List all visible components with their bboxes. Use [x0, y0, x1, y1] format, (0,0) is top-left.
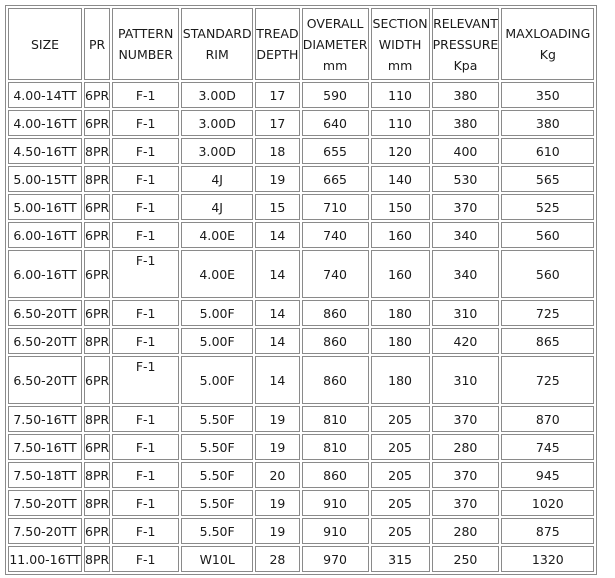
header-standard-rim	[181, 8, 253, 80]
table-row	[8, 546, 594, 572]
header-pr-line: PR	[88, 36, 106, 52]
cell-tread-depth: 17	[255, 110, 299, 136]
cell-tread-depth: 18	[255, 138, 299, 164]
cell-tread-depth: 19	[255, 490, 299, 516]
cell-size: 5.00-16TT	[8, 194, 82, 220]
cell-overall-diameter: 710	[302, 194, 369, 220]
cell-section-width: 160	[371, 222, 430, 248]
header-relevant-pressure-line: PRESSURE	[432, 36, 499, 52]
cell-tread-depth: 19	[255, 518, 299, 544]
cell-pattern-number: F-1	[112, 406, 179, 432]
cell-standard-rim: 3.00D	[181, 82, 253, 108]
tire-spec-table-container	[5, 5, 597, 575]
cell-pr: 6PR	[84, 356, 110, 404]
cell-size: 11.00-16TT	[8, 546, 82, 572]
table-row	[8, 356, 594, 404]
table-row	[8, 82, 594, 108]
cell-standard-rim: 3.00D	[181, 138, 253, 164]
header-tread-depth-line: TREAD	[256, 26, 299, 41]
cell-size: 6.00-16TT	[8, 222, 82, 248]
cell-section-width: 120	[371, 138, 430, 164]
cell-overall-diameter: 740	[302, 250, 369, 298]
cell-relevant-pressure: 530	[432, 166, 500, 192]
cell-tread-depth: 14	[255, 300, 299, 326]
cell-relevant-pressure: 420	[432, 328, 500, 354]
cell-pr: 8PR	[84, 546, 110, 572]
header-row	[8, 8, 594, 80]
cell-size: 7.50-16TT	[8, 434, 82, 460]
cell-section-width: 110	[371, 110, 430, 136]
header-section-width-line: WIDTH	[378, 36, 422, 52]
cell-relevant-pressure: 340	[432, 222, 500, 248]
cell-max-loading: 865	[501, 328, 594, 354]
cell-relevant-pressure: 310	[432, 300, 500, 326]
cell-tread-depth: 19	[255, 166, 299, 192]
cell-overall-diameter: 860	[302, 462, 369, 488]
cell-pr: 8PR	[84, 328, 110, 354]
cell-relevant-pressure: 370	[432, 406, 500, 432]
cell-pattern-number: F-1	[112, 138, 179, 164]
cell-size: 7.50-16TT	[8, 406, 82, 432]
cell-pr: 8PR	[84, 406, 110, 432]
header-relevant-pressure-line: RELEVANT	[433, 15, 498, 31]
table-row	[8, 518, 594, 544]
cell-pattern-number: F-1	[112, 222, 179, 248]
cell-standard-rim: 5.50F	[181, 518, 253, 544]
cell-size: 4.50-16TT	[8, 138, 82, 164]
table-row	[8, 194, 594, 220]
cell-section-width: 205	[371, 518, 430, 544]
header-relevant-pressure-line: Kpa	[453, 57, 478, 73]
table-row	[8, 250, 594, 298]
cell-max-loading: 1020	[501, 490, 594, 516]
cell-pattern-number: F-1	[112, 434, 179, 460]
cell-relevant-pressure: 370	[432, 462, 500, 488]
cell-pr: 8PR	[84, 166, 110, 192]
table-row	[8, 328, 594, 354]
cell-standard-rim: 5.00F	[181, 356, 253, 404]
cell-standard-rim: W10L	[181, 546, 253, 572]
cell-pattern-number: F-1	[112, 110, 179, 136]
cell-standard-rim: 5.50F	[181, 434, 253, 460]
cell-pattern-number: F-1	[112, 490, 179, 516]
cell-tread-depth: 20	[255, 462, 299, 488]
header-standard-rim-line: STANDARD	[182, 26, 252, 41]
cell-overall-diameter: 590	[302, 82, 369, 108]
table-row	[8, 490, 594, 516]
cell-relevant-pressure: 370	[432, 194, 500, 220]
cell-max-loading: 525	[501, 194, 594, 220]
cell-max-loading: 725	[501, 300, 594, 326]
header-pattern-number	[112, 8, 179, 80]
header-overall-diameter-line: OVERALL	[306, 15, 364, 31]
cell-pr: 6PR	[84, 82, 110, 108]
header-size	[8, 8, 82, 80]
cell-tread-depth: 14	[255, 356, 299, 404]
cell-pr: 6PR	[84, 518, 110, 544]
cell-section-width: 150	[371, 194, 430, 220]
cell-standard-rim: 5.50F	[181, 490, 253, 516]
cell-relevant-pressure: 380	[432, 110, 500, 136]
cell-overall-diameter: 810	[302, 434, 369, 460]
cell-section-width: 140	[371, 166, 430, 192]
cell-max-loading: 870	[501, 406, 594, 432]
cell-pr: 6PR	[84, 434, 110, 460]
cell-max-loading: 945	[501, 462, 594, 488]
header-size-line: SIZE	[30, 36, 60, 52]
cell-size: 6.50-20TT	[8, 300, 82, 326]
cell-section-width: 315	[371, 546, 430, 572]
cell-pattern-number: F-1	[112, 546, 179, 572]
cell-section-width: 180	[371, 300, 430, 326]
header-pr	[84, 8, 110, 80]
cell-standard-rim: 5.50F	[181, 462, 253, 488]
cell-relevant-pressure: 310	[432, 356, 500, 404]
cell-tread-depth: 19	[255, 406, 299, 432]
tire-spec-table	[5, 5, 597, 575]
cell-section-width: 205	[371, 490, 430, 516]
cell-pr: 6PR	[84, 300, 110, 326]
cell-overall-diameter: 640	[302, 110, 369, 136]
cell-max-loading: 560	[501, 222, 594, 248]
header-overall-diameter-line: DIAMETER	[302, 36, 368, 52]
cell-overall-diameter: 860	[302, 356, 369, 404]
cell-tread-depth: 15	[255, 194, 299, 220]
cell-max-loading: 610	[501, 138, 594, 164]
cell-pattern-number: F-1	[112, 300, 179, 326]
cell-standard-rim: 4.00E	[181, 222, 253, 248]
cell-pattern-number: F-1	[112, 82, 179, 108]
cell-relevant-pressure: 340	[432, 250, 500, 298]
header-overall-diameter	[302, 8, 369, 80]
cell-section-width: 160	[371, 250, 430, 298]
cell-overall-diameter: 860	[302, 328, 369, 354]
cell-size: 4.00-14TT	[8, 82, 82, 108]
cell-pr: 8PR	[84, 462, 110, 488]
cell-overall-diameter: 810	[302, 406, 369, 432]
cell-section-width: 205	[371, 462, 430, 488]
cell-standard-rim: 4J	[181, 166, 253, 192]
cell-pr: 8PR	[84, 490, 110, 516]
header-overall-diameter-line: mm	[322, 57, 348, 73]
header-section-width-line: mm	[387, 57, 413, 73]
cell-overall-diameter: 970	[302, 546, 369, 572]
cell-size: 6.00-16TT	[8, 250, 82, 298]
table-row	[8, 434, 594, 460]
cell-section-width: 110	[371, 82, 430, 108]
header-standard-rim-line: RIM	[205, 47, 229, 62]
cell-max-loading: 350	[501, 82, 594, 108]
table-row	[8, 300, 594, 326]
header-pattern-number-line: NUMBER	[118, 47, 173, 62]
table-row	[8, 406, 594, 432]
cell-pattern-number: F-1	[112, 250, 179, 298]
header-pattern-number-line: PATTERN	[118, 26, 174, 41]
cell-overall-diameter: 655	[302, 138, 369, 164]
cell-pr: 6PR	[84, 194, 110, 220]
cell-overall-diameter: 860	[302, 300, 369, 326]
table-row	[8, 222, 594, 248]
cell-standard-rim: 4J	[181, 194, 253, 220]
cell-section-width: 180	[371, 356, 430, 404]
cell-overall-diameter: 910	[302, 490, 369, 516]
header-max-loading-line: Kg	[539, 47, 556, 62]
cell-pr: 8PR	[84, 138, 110, 164]
cell-size: 7.50-18TT	[8, 462, 82, 488]
header-relevant-pressure	[432, 8, 500, 80]
cell-overall-diameter: 665	[302, 166, 369, 192]
cell-max-loading: 875	[501, 518, 594, 544]
header-section-width	[371, 8, 430, 80]
cell-pr: 6PR	[84, 222, 110, 248]
cell-size: 6.50-20TT	[8, 356, 82, 404]
cell-section-width: 205	[371, 434, 430, 460]
cell-size: 5.00-15TT	[8, 166, 82, 192]
cell-max-loading: 560	[501, 250, 594, 298]
cell-size: 6.50-20TT	[8, 328, 82, 354]
cell-relevant-pressure: 380	[432, 82, 500, 108]
cell-overall-diameter: 910	[302, 518, 369, 544]
cell-tread-depth: 14	[255, 222, 299, 248]
cell-relevant-pressure: 400	[432, 138, 500, 164]
cell-section-width: 180	[371, 328, 430, 354]
cell-pr: 6PR	[84, 250, 110, 298]
cell-tread-depth: 14	[255, 328, 299, 354]
cell-max-loading: 565	[501, 166, 594, 192]
cell-max-loading: 745	[501, 434, 594, 460]
cell-pattern-number: F-1	[112, 462, 179, 488]
cell-pattern-number: F-1	[112, 328, 179, 354]
cell-relevant-pressure: 280	[432, 518, 500, 544]
header-max-loading-line: MAXLOADING	[505, 26, 591, 41]
cell-pr: 6PR	[84, 110, 110, 136]
cell-tread-depth: 28	[255, 546, 299, 572]
cell-relevant-pressure: 370	[432, 490, 500, 516]
cell-pattern-number: F-1	[112, 166, 179, 192]
cell-tread-depth: 14	[255, 250, 299, 298]
cell-tread-depth: 19	[255, 434, 299, 460]
header-tread-depth-line: DEPTH	[256, 47, 299, 62]
header-tread-depth	[255, 8, 299, 80]
cell-relevant-pressure: 250	[432, 546, 500, 572]
cell-relevant-pressure: 280	[432, 434, 500, 460]
cell-standard-rim: 5.00F	[181, 300, 253, 326]
table-row	[8, 166, 594, 192]
cell-max-loading: 1320	[501, 546, 594, 572]
cell-section-width: 205	[371, 406, 430, 432]
cell-standard-rim: 5.50F	[181, 406, 253, 432]
cell-max-loading: 380	[501, 110, 594, 136]
cell-pattern-number: F-1	[112, 518, 179, 544]
table-row	[8, 138, 594, 164]
cell-standard-rim: 3.00D	[181, 110, 253, 136]
cell-standard-rim: 5.00F	[181, 328, 253, 354]
cell-pattern-number: F-1	[112, 356, 179, 404]
cell-tread-depth: 17	[255, 82, 299, 108]
cell-size: 7.50-20TT	[8, 490, 82, 516]
cell-standard-rim: 4.00E	[181, 250, 253, 298]
cell-size: 7.50-20TT	[8, 518, 82, 544]
header-max-loading	[501, 8, 594, 80]
table-row	[8, 462, 594, 488]
cell-size: 4.00-16TT	[8, 110, 82, 136]
table-body	[8, 82, 594, 572]
header-section-width-line: SECTION	[372, 15, 428, 31]
cell-overall-diameter: 740	[302, 222, 369, 248]
cell-pattern-number: F-1	[112, 194, 179, 220]
cell-max-loading: 725	[501, 356, 594, 404]
table-row	[8, 110, 594, 136]
